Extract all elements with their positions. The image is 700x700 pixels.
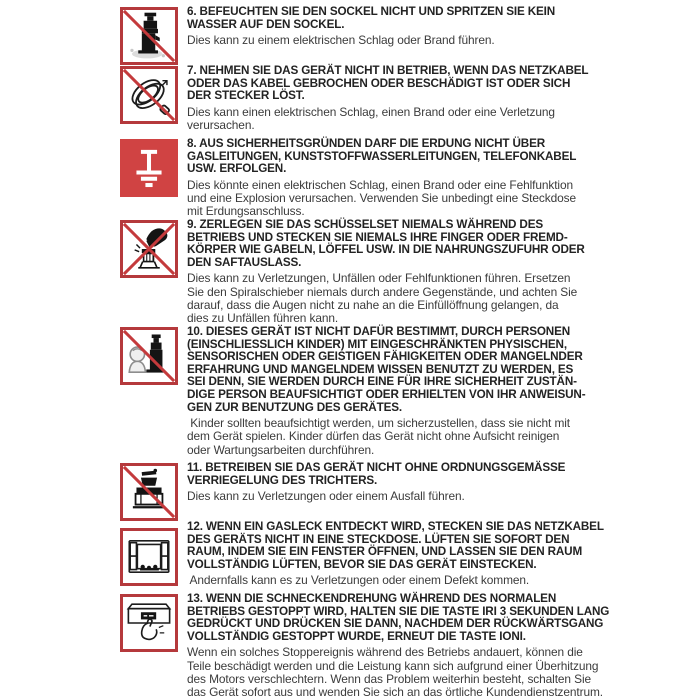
warning-pictogram [120, 220, 178, 278]
warning-body-line: Dies könnte einen elektrischen Schlag, einen Brand oder eine Fehlfunktion [187, 177, 574, 192]
warning-item-11 [120, 461, 665, 521]
warning-body-line: des Motors verschlechtern. Wenn das Problem weiterhin besteht, schalten Sie [187, 671, 592, 686]
warning-text [187, 64, 665, 132]
warning-heading-line: RAUM, INDEM SIE EIN FENSTER ÖFFNEN, UND LASSEN SIE DEN RAUM [187, 545, 583, 559]
warning-heading-line: 10. DIESES GERÄT IST NICHT DAFÜR BESTIMMT, DURCH PERSONEN [187, 325, 571, 338]
prohibition-cross-icon [123, 10, 175, 62]
warning-body-line: Dies kann einen elektrischen Schlag, einen Brand oder eine Verletzung [187, 104, 555, 119]
warning-item-10 [120, 325, 665, 457]
prohibition-cross-icon [123, 466, 175, 518]
warning-body-line: Dies kann zu Verletzungen oder einem Ausfall führen. [187, 489, 465, 504]
warning-body-line: dies zu Unfällen führen kann. [187, 310, 339, 325]
warning-body-line: oder Wartungsarbeiten durchführen. [187, 442, 375, 457]
warning-body-line: Teile beschädigt werden und die Leistung kann sich aufgrund einer Überhitzung [187, 658, 599, 673]
warning-heading-line: VERRIEGELUNG DES TRICHTERS. [187, 473, 378, 487]
warning-item-8 [120, 137, 665, 218]
press-button-icon [123, 597, 175, 649]
warning-heading-line: KÖRPER WIE GABELN, LÖFFEL USW. IN DIE NAHRUNGSZUFUHR ODER [187, 243, 585, 257]
warning-heading-line: DES GERÄTS NICHT IN EINE STECKDOSE. LÜFTEN SIE SOFORT DEN [187, 532, 570, 546]
warning-pictogram [120, 327, 178, 385]
warning-body [187, 646, 665, 699]
warning-pictogram [120, 66, 178, 124]
warning-text [187, 137, 665, 218]
warning-heading-line: 9. ZERLEGEN SIE DAS SCHÜSSELSET NIEMALS WÄHREND DES [187, 218, 544, 231]
warning-heading-line: ODER DAS KABEL GEBROCHEN ODER BESCHÄDIGT IST ODER SICH [187, 76, 571, 90]
warning-body [187, 34, 665, 47]
warning-heading-line: WASSER AUF DEN SOCKEL. [187, 17, 345, 31]
warning-heading-line: BETRIEBS GESTOPPT WIRD, HALTEN SIE DIE TASTE IRI 3 SEKUNDEN LANG [187, 604, 610, 618]
warning-body-line: Sie den Spiralschieber niemals durch andere Gegenstände, und achten Sie [187, 284, 578, 299]
warning-heading [187, 326, 665, 414]
warning-heading-line: GEDRÜCKT UND DRÜCKEN SIE DANN, NACHDEM DER RÜCKWÄRTSGANG [187, 617, 604, 631]
warning-heading-line: USW. ERFOLGEN. [187, 162, 287, 176]
warning-body-line: Dies kann zu Verletzungen, Unfällen oder Fehlfunktionen führen. Ersetzen [187, 271, 571, 286]
prohibition-cross-icon [123, 69, 175, 121]
warning-body-line: dem Gerät spielen. Kinder dürfen das Gerät nicht ohne Aufsicht reinigen [187, 429, 560, 444]
warning-item-9 [120, 218, 665, 325]
warning-text [187, 592, 665, 699]
warning-pictogram [120, 528, 178, 586]
warning-heading [187, 521, 665, 571]
prohibition-cross-icon [123, 223, 175, 275]
warning-body [187, 417, 665, 457]
warning-body [187, 490, 665, 503]
warning-heading-line: DIGE PERSON BEAUFSICHTIGT ODER ERHIELTEN VON IHR ANWEISUN- [187, 387, 586, 401]
warning-body [187, 574, 665, 587]
warning-body-line: mit Erdungsanschluss. [187, 204, 305, 219]
warning-heading-line: SENSORISCHEN ODER GEISTIGEN FÄHIGKEITEN ODER MANGELNDER [187, 350, 583, 364]
warning-heading-line: (EINSCHLIESSLICH KINDER) MIT EINGESCHRÄNKTEN PHYSISCHEN, [187, 337, 567, 351]
warning-item-12 [120, 520, 665, 588]
warning-heading-line: DEN SAFTAUSLASS. [187, 255, 302, 269]
warning-body-line: Andernfalls kann es zu Verletzungen oder einem Defekt kommen. [187, 573, 530, 588]
warning-heading-line: VOLLSTÄNDIG GESTOPPT WURDE, ERNEUT DIE TASTE IONI. [187, 629, 526, 643]
prohibition-cross-icon [123, 330, 175, 382]
warning-body-line: Kinder sollten beaufsichtigt werden, um sicherzustellen, dass sie nicht mit [187, 416, 570, 431]
warning-heading [187, 65, 665, 103]
warning-heading [187, 6, 665, 31]
grounding-icon [123, 142, 175, 194]
warning-body-line: und eine Explosion verursachen. Verwenden Sie unbedingt eine Steckdose [187, 190, 576, 205]
warning-heading-line: 12. WENN EIN GASLECK ENTDECKT WIRD, STECKEN SIE DAS NETZKABEL [187, 520, 604, 533]
warning-heading-line: DER STECKER LÖST. [187, 89, 305, 103]
warning-heading-line: GEN ZUR BENUTZUNG DES GERÄTES. [187, 400, 402, 414]
warning-body-line: Wenn ein solches Stoppereignis während des Betriebs andauert, können die [187, 645, 583, 660]
warning-pictogram [120, 139, 178, 197]
warning-heading-line: ERFAHRUNG UND MANGELNDEM WISSEN BENUTZT ZU WERDEN, ES [187, 362, 574, 376]
warning-pictogram [120, 594, 178, 652]
warning-item-13 [120, 592, 665, 699]
warning-heading-line: GASLEITUNGEN, KUNSTSTOFFWASSERLEITUNGEN, TELEFONKABEL [187, 149, 577, 163]
warning-pictogram [120, 463, 178, 521]
warning-item-7 [120, 64, 665, 132]
warning-heading-line: SEI DENN, SIE WERDEN DURCH EINE FÜR IHRE SICHERHEIT ZUSTÄN- [187, 375, 577, 389]
warning-heading [187, 219, 665, 269]
warning-heading-line: 13. WENN DIE SCHNECKENDREHUNG WÄHREND DES NORMALEN [187, 592, 557, 605]
warning-heading-line: 8. AUS SICHERHEITSGRÜNDEN DARF DIE ERDUNG NICHT ÜBER [187, 137, 545, 150]
warning-body [187, 106, 665, 132]
warning-body-line: verursachen. [187, 117, 255, 132]
warning-body-line: Dies kann zu einem elektrischen Schlag oder Brand führen. [187, 33, 495, 48]
warning-text [187, 5, 665, 47]
warning-heading [187, 138, 665, 176]
warning-heading-line: BETRIEBS UND STECKEN SIE NIEMALS IHRE FINGER ODER FREMD- [187, 230, 568, 244]
warning-text [187, 461, 665, 503]
warning-text [187, 218, 665, 325]
warning-heading-line: 7. NEHMEN SIE DAS GERÄT NICHT IN BETRIEB, WENN DAS NETZKABEL [187, 64, 589, 77]
warning-text [187, 520, 665, 588]
open-window-icon [123, 531, 175, 583]
warning-heading [187, 593, 665, 643]
warning-body-line: das Gerät sofort aus und wenden Sie sich an das örtliche Kundendienstzentrum. [187, 684, 603, 699]
warning-pictogram [120, 7, 178, 65]
warning-body [187, 272, 665, 325]
warning-body-line: darauf, dass die Augen nicht zu nahe an die Einfüllöffnung gelangen, da [187, 297, 559, 312]
warning-item-6 [120, 5, 665, 65]
warning-heading-line: 6. BEFEUCHTEN SIE DEN SOCKEL NICHT UND SPRITZEN SIE KEIN [187, 5, 556, 18]
warning-heading-line: 11. BETREIBEN SIE DAS GERÄT NICHT OHNE ORDNUNGSGEMÄSSE [187, 461, 566, 474]
warning-body [187, 179, 665, 219]
warning-heading [187, 462, 665, 487]
warning-heading-line: VOLLSTÄNDIG LÜFTEN, BEVOR SIE DAS GERÄT EINSTECKEN. [187, 557, 537, 571]
warning-text [187, 325, 665, 457]
